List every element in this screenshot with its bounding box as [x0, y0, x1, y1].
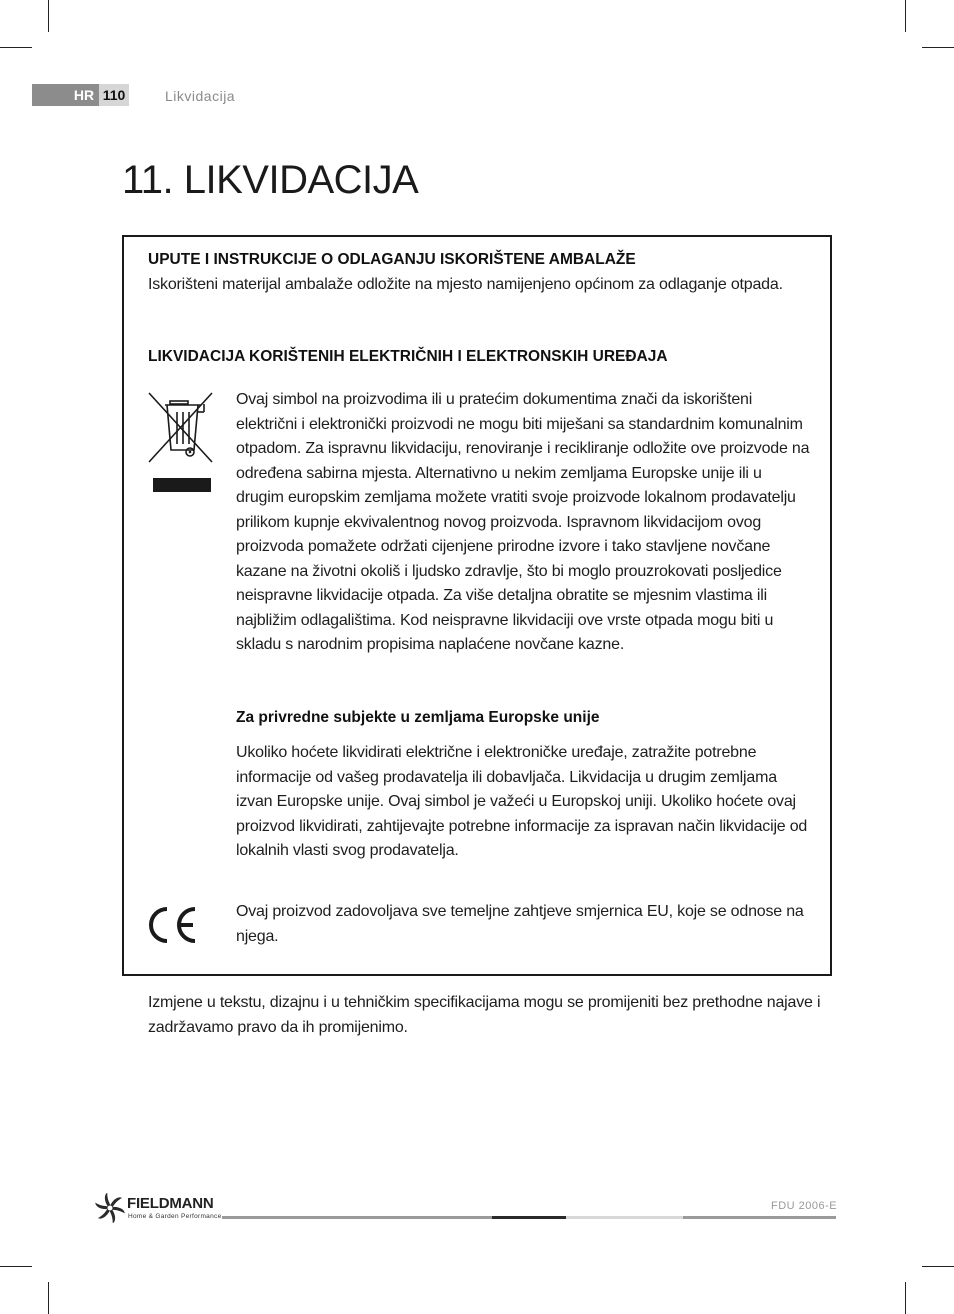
crop-mark [905, 1282, 906, 1314]
footer-rule [683, 1216, 836, 1219]
brand-tagline: Home & Garden Performance [128, 1213, 222, 1220]
crop-mark [905, 0, 906, 32]
weee-text: Ovaj simbol na proizvodima ili u pratećim dokumentima znači da iskorišteni električni i elektronički proizvodi ne mogu biti miješani sa standardnim komunalnim otpadom. Za ispravnu likvidaciju, renoviranje i recikliranje odložite ove proizvode na određena sabirna mjesta. Alternativno u nekim zemljama Europske unije ili u drugim europskim zemljama možete vratiti svoje proizvode lokalnom prodavatelju prilikom kupnje ekvivalentnog novog proizvoda. Ispravnom likvidacijom ovog proizvoda pomažete održati cijenjene prirodne izvore i tako stavljene novčane kazane na životni okoliš i ljudsko zdravlje, što bi moglo prouzrokovati posljedice neispravne likvidacije otpada. Za više detaljna obratite se mjesnim vlastima ili najbližim odlagalištima. Kod neispravne likvidaciji ove vrste otpada mogu biti u skladu s narodnim propisima naplaćene novčane kazne. [236, 391, 810, 653]
crop-mark [922, 47, 954, 48]
crop-mark [922, 1266, 954, 1267]
footer-rule [222, 1216, 492, 1219]
ce-mark-icon [146, 904, 200, 946]
fieldmann-fan-logo-icon [95, 1193, 125, 1223]
footer-rule [492, 1216, 566, 1219]
crop-mark [0, 47, 32, 48]
page-title: 11. LIKVIDACIJA [122, 158, 419, 202]
page-number: 110 [99, 84, 129, 106]
business-heading: Za privredne subjekte u zemljama Europske unije [236, 709, 600, 726]
model-number: FDU 2006-E [771, 1200, 838, 1212]
language-code: HR [73, 87, 95, 103]
packaging-heading: UPUTE I INSTRUKCIJE O ODLAGANJU ISKORIŠTENE AMBALAŽE [148, 251, 636, 268]
business-text: Ukoliko hoćete likvidirati električne i elektroničke uređaje, zatražite potrebne informacije od vašeg prodavatelja ili dobavljača. Likvidacija u drugim zemljama izvan Europske unije. Ovaj simbol je važeći u Europskoj uniji. Ukoliko hoćete ovaj proizvod likvidirati, zahtijevajte potrebne informacije za ispravan način likvidacije od lokalnih vlasti svog prodavatelja. [236, 744, 808, 859]
weee-heading: LIKVIDACIJA KORIŠTENIH ELEKTRIČNIH I ELEKTRONSKIH UREĐAJA [148, 348, 668, 365]
footer-rule [566, 1216, 683, 1219]
ce-text: Ovaj proizvod zadovoljava sve temeljne zahtjeve smjernica EU, koje se odnose na njega. [236, 903, 804, 945]
crop-mark [0, 1266, 32, 1267]
change-notice: Izmjene u tekstu, dizajnu i u tehničkim specifikacijama mogu se promijeniti bez prethodne najave i zadržavamo pravo da ih promijenimo. [148, 994, 821, 1036]
section-label: Likvidacija [165, 88, 236, 104]
brand-name: FIELDMANN [127, 1195, 214, 1212]
packaging-text: Iskorišteni materijal ambalaže odložite na mjesto namijenjeno općinom za odlaganje otpada. [148, 276, 783, 293]
crop-mark [48, 1282, 49, 1314]
crossed-out-wheelie-bin-icon [146, 390, 218, 494]
crop-mark [48, 0, 49, 32]
